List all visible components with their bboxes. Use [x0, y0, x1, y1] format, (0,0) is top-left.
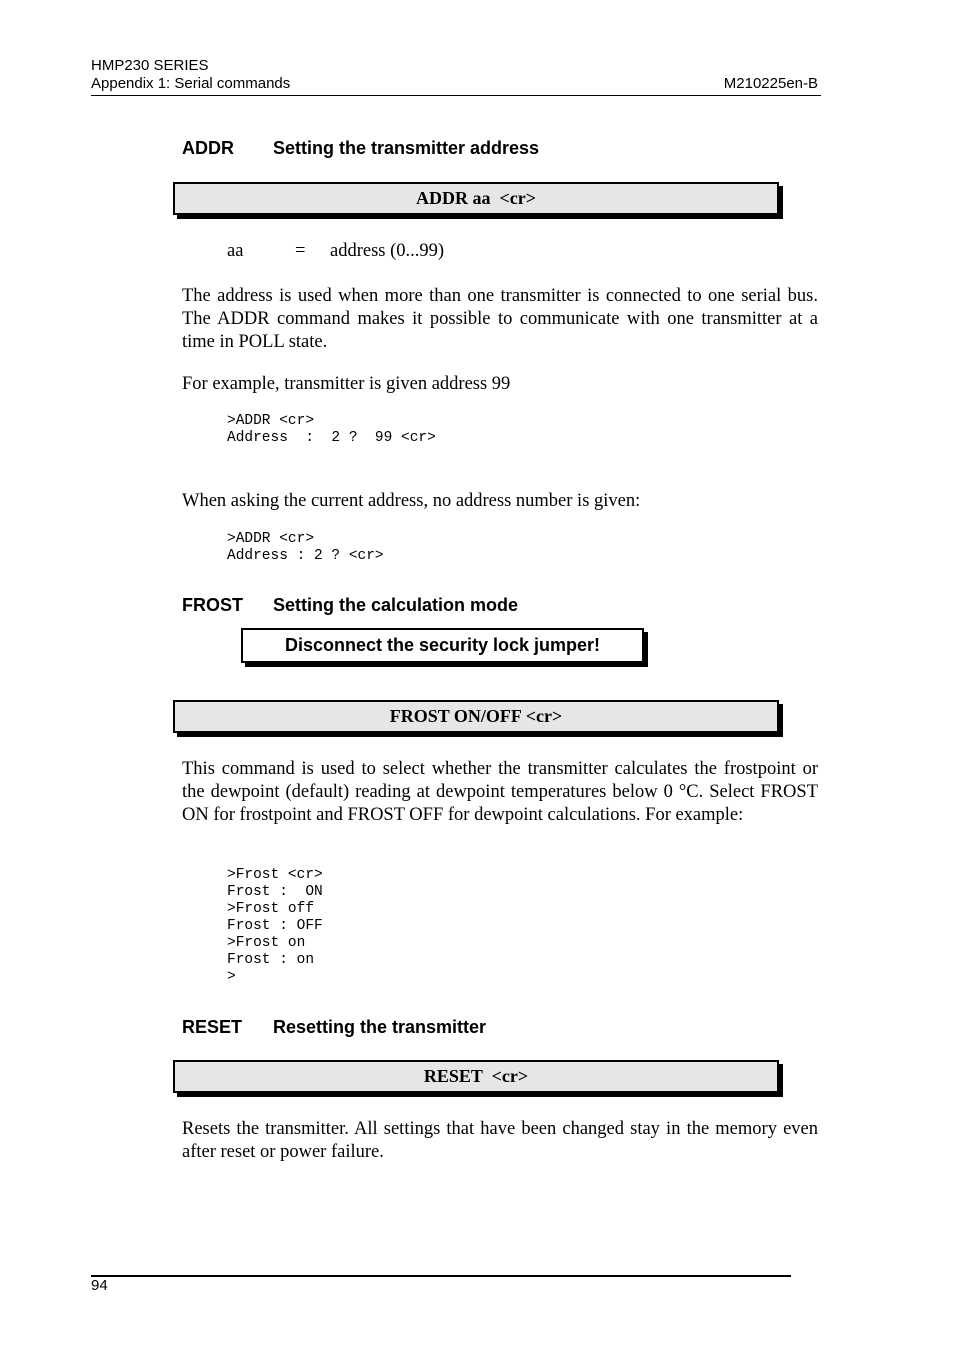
- header-doc-code: M210225en-B: [723, 75, 818, 92]
- addr-section-title: Setting the transmitter address: [273, 138, 540, 158]
- addr-example-1: >ADDR <cr> Address : 2 ? 99 <cr>: [227, 413, 436, 446]
- addr-section-code: ADDR: [182, 138, 234, 158]
- frost-section-title: Setting the calculation mode: [273, 595, 519, 615]
- frost-paragraph: This command is used to select whether the transmitter calculates the frostpoint or the dewpoint (default) reading at dewpoint temperatures below 0 °C. Select FROST ON for frostpoint and FROST OFF for dewpoint calculations. For example:: [182, 759, 818, 825]
- addr-param-name: aa: [227, 241, 244, 261]
- frost-example: >Frost <cr> Frost : ON >Frost off Frost : OFF >Frost on Frost : on >: [227, 867, 323, 985]
- frost-command-box: [173, 700, 779, 733]
- security-warning-box: [241, 628, 644, 663]
- page-number: 94: [91, 1277, 108, 1294]
- addr-paragraph-3: When asking the current address, no address number is given:: [182, 491, 641, 511]
- reset-command: RESET <cr>: [423, 1066, 529, 1086]
- addr-command: ADDR aa <cr>: [416, 188, 536, 208]
- reset-section-code: RESET: [182, 1017, 243, 1037]
- header-rule: [91, 95, 821, 96]
- security-warning-text: Disconnect the security lock jumper!: [284, 635, 601, 655]
- addr-paragraph-2: For example, transmitter is given address 99: [182, 374, 511, 394]
- addr-param-desc: address (0...99): [330, 241, 445, 261]
- frost-command: FROST ON/OFF <cr>: [389, 706, 563, 726]
- header-series: HMP230 SERIES: [91, 57, 209, 74]
- addr-example-2: >ADDR <cr> Address : 2 ? <cr>: [227, 531, 384, 564]
- reset-paragraph: Resets the transmitter. All settings that have been changed stay in the memory even after reset or power failure.: [182, 1119, 818, 1162]
- addr-param-eq: =: [295, 241, 306, 261]
- footer-rule: [91, 1275, 791, 1277]
- reset-section-title: Resetting the transmitter: [273, 1017, 487, 1037]
- reset-command-box: [173, 1060, 779, 1093]
- addr-command-box: [173, 182, 779, 215]
- header-section: Appendix 1: Serial commands: [91, 75, 291, 92]
- addr-paragraph-1: The address is used when more than one transmitter is connected to one serial bus. The ADDR command makes it possible to communicate with one transmitter at a time in POLL state.: [182, 286, 818, 352]
- frost-section-code: FROST: [182, 595, 243, 615]
